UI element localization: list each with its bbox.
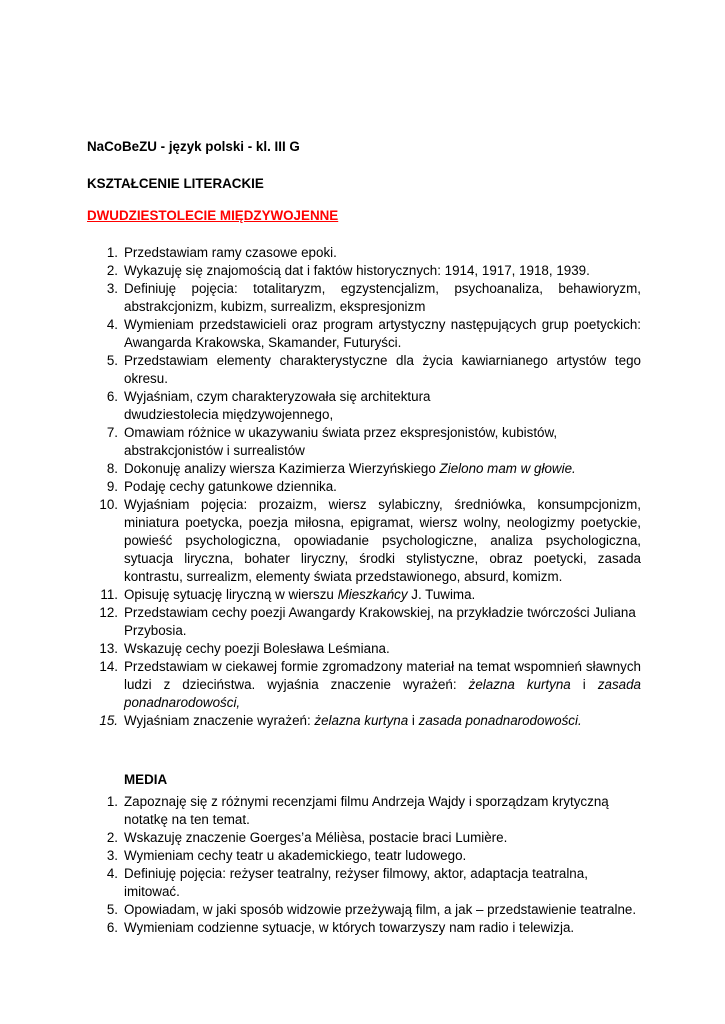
- expression: żelazna kurtyna: [468, 677, 571, 692]
- item-text: Zapoznaję się z różnymi recenzjami filmu Andrzeja Wajdy i sporządzam krytyczną notatkę na ten temat.: [124, 794, 609, 827]
- item-number: 5.: [106, 353, 118, 368]
- list-item: [87, 829, 641, 847]
- poem-title: Zielono mam w głowie.: [439, 461, 576, 476]
- list-item: [87, 316, 641, 352]
- item-number: 14.: [99, 659, 118, 674]
- item-text: Podaję cechy gatunkowe dziennika.: [124, 479, 337, 494]
- item-number: 6.: [106, 389, 118, 404]
- item-number: 15.: [99, 713, 118, 728]
- list-item: [87, 280, 641, 316]
- item-text: Wskazuję cechy poezji Bolesława Leśmiana.: [124, 641, 390, 656]
- list-item: [87, 262, 641, 280]
- list-item: [87, 793, 641, 829]
- list-item: [87, 865, 641, 901]
- item-number: 7.: [106, 425, 118, 440]
- item-text: Przedstawiam ramy czasowe epoki.: [124, 245, 337, 260]
- list-item: [87, 658, 641, 712]
- item-number: 12.: [99, 605, 118, 620]
- item-number: 9.: [106, 479, 118, 494]
- item-number: 4.: [106, 317, 118, 332]
- item-text: Przedstawiam elementy charakterystyczne dla życia kawiarnianego artystów tego okresu.: [124, 353, 641, 386]
- item-number: 6.: [106, 920, 118, 935]
- item-text: Wyjaśniam pojęcia: prozaizm, wiersz sylabiczny, średniówka, konsumpcjonizm, miniatura poetycka, poezja miłosna, epigramat, wiersz wolny, neologizmy poetyckie, powieść psychologiczna, opowiadanie psychologiczne, analiza psychologiczna, sytuacja liryczna, bohater liryczny, środki stylistyczne, obraz poetycki, zasada kontrastu, surrealizm, elementy świata przedstawionego, absurd, komizm.: [124, 497, 641, 584]
- item-text: Omawiam różnice w ukazywaniu świata przez ekspresjonistów, kubistów, abstrakcjonistów i surrealistów: [124, 425, 558, 458]
- item-text: Opisuję sytuację liryczną w wierszu: [124, 587, 338, 602]
- item-text-tail: J. Tuwima.: [407, 587, 476, 602]
- item-number: 8.: [106, 461, 118, 476]
- item-text: Dokonuję analizy wiersza Kazimierza Wierzyńskiego: [124, 461, 440, 476]
- item-number: 4.: [106, 866, 118, 881]
- item-number: 1.: [106, 245, 118, 260]
- item-number: 3.: [106, 281, 118, 296]
- list-item: [87, 712, 641, 730]
- list-item: [87, 604, 641, 640]
- list-item: [87, 640, 641, 658]
- item-number: 10.: [99, 497, 118, 512]
- item-text: Wymieniam codzienne sytuacje, w których towarzyszy nam radio i telewizja.: [124, 920, 575, 935]
- list-item: [87, 352, 641, 388]
- item-number: 11.: [100, 587, 118, 602]
- item-text: Przedstawiam w ciekawej formie zgromadzony materiał na temat wspomnień sławnych ludzi z dzieciństwa. wyjaśnia znaczenie wyrażeń:: [124, 659, 641, 692]
- item-text: Wyjaśniam znaczenie wyrażeń:: [124, 713, 315, 728]
- document-subtitle: KSZTAŁCENIE LITERACKIE: [87, 176, 264, 191]
- item-number: 2.: [106, 263, 118, 278]
- literary-objectives-list: [87, 244, 641, 730]
- item-text: Definiuję pojęcia: totalitaryzm, egzystencjalizm, psychoanaliza, behawioryzm, abstrakcjonizm, kubizm, surrealizm, ekspresjonizm: [124, 281, 641, 314]
- item-text: Wymieniam cechy teatr u akademickiego, teatr ludowego.: [124, 848, 467, 863]
- item-text: Wskazuję znaczenie Goerges’a Méliѐsa, postacie braci Lumiѐre.: [124, 830, 508, 845]
- item-text: Wyjaśniam, czym charakteryzowała się architektura dwudziestolecia międzywojennego,: [124, 389, 431, 422]
- list-item: [87, 478, 641, 496]
- list-item: [87, 496, 641, 586]
- item-text: Wykazuję się znajomością dat i faktów historycznych: 1914, 1917, 1918, 1939.: [124, 263, 590, 278]
- expression: żelazna kurtyna: [314, 713, 409, 728]
- item-text-tail: i: [408, 713, 419, 728]
- poem-title: Mieszkańcy: [337, 587, 408, 602]
- expression: zasada ponadnarodowości.: [418, 713, 582, 728]
- section-title: DWUDZIESTOLECIE MIĘDZYWOJENNE: [87, 208, 339, 223]
- list-item: [87, 388, 641, 424]
- item-text: Opowiadam, w jaki sposób widzowie przeżywają film, a jak – przedstawienie teatralne.: [124, 902, 637, 917]
- media-objectives-list: [87, 793, 641, 937]
- item-text: Wymieniam przedstawicieli oraz program artystyczny następujących grup poetyckich: Awangarda Krakowska, Skamander, Futuryści.: [124, 317, 641, 350]
- expression: zasada ponadnarodowości,: [124, 677, 641, 710]
- document-title: NaCoBeZU - język polski - kl. III G: [87, 139, 300, 154]
- media-heading: MEDIA: [124, 772, 168, 787]
- item-number: 2.: [106, 830, 118, 845]
- list-item: [87, 424, 641, 460]
- item-number: 13.: [99, 641, 118, 656]
- list-item: [87, 847, 641, 865]
- list-item: [87, 901, 641, 919]
- list-item: [87, 919, 641, 937]
- list-item: [87, 586, 641, 604]
- item-text: Przedstawiam cechy poezji Awangardy Krakowskiej, na przykładzie twórczości Juliana Przybosia.: [124, 605, 636, 638]
- item-number: 3.: [106, 848, 118, 863]
- item-text: Definiuję pojęcia: reżyser teatralny, reżyser filmowy, aktor, adaptacja teatralna, imitować.: [124, 866, 588, 899]
- item-number: 1.: [106, 794, 118, 809]
- item-number: 5.: [106, 902, 118, 917]
- item-text-tail: i: [570, 677, 598, 692]
- list-item: [87, 244, 641, 262]
- list-item: [87, 460, 641, 478]
